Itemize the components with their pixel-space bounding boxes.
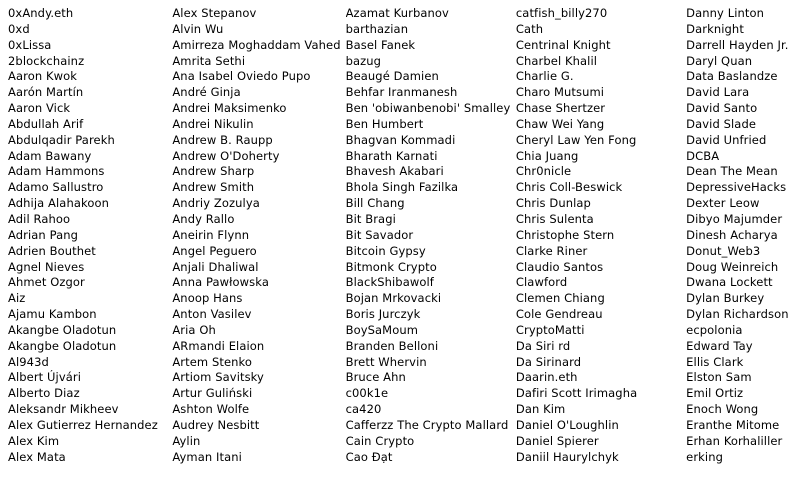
list-item: ca420 bbox=[345, 402, 382, 417]
list-item: Aria Oh bbox=[172, 322, 216, 337]
list-item: Anna Pawłowska bbox=[172, 275, 269, 290]
list-item: Bhagvan Kommadi bbox=[345, 132, 456, 147]
list-item: Aaron Vick bbox=[8, 101, 71, 116]
list-item: Abdullah Arif bbox=[8, 116, 84, 131]
list-item: Alex Kim bbox=[8, 433, 60, 448]
list-item: Branden Belloni bbox=[345, 338, 439, 353]
name-column bbox=[8, 6, 172, 465]
list-item: Adam Hammons bbox=[8, 164, 105, 179]
list-item: Abdulqadir Parekh bbox=[8, 132, 115, 147]
list-item: Donut_Web3 bbox=[686, 243, 761, 258]
list-item: Amirreza Moghaddam Vahed bbox=[172, 37, 341, 52]
name-column bbox=[516, 6, 686, 465]
list-item: Da Siri rd bbox=[515, 338, 571, 353]
list-item: Akangbe Oladotun bbox=[8, 338, 117, 353]
list-item: 0xd bbox=[8, 21, 30, 36]
list-item: Alex Stepanov bbox=[172, 6, 257, 20]
list-item: Eranthe Mitome bbox=[686, 417, 780, 432]
list-item: Daniil Haurylchyk bbox=[515, 449, 619, 464]
name-column bbox=[172, 6, 345, 465]
list-item: Artiom Savitsky bbox=[172, 370, 264, 385]
list-item: Bitmonk Crypto bbox=[345, 259, 437, 274]
list-item: 0xLissa bbox=[8, 37, 52, 52]
list-item: Dwana Lockett bbox=[686, 275, 773, 290]
list-item: Doug Weinreich bbox=[686, 259, 779, 274]
list-item: Chris Sulenta bbox=[515, 211, 594, 226]
list-item: Adil Rahoo bbox=[8, 211, 71, 226]
list-item: Darrell Hayden Jr. bbox=[686, 37, 789, 52]
list-item: Bill Chang bbox=[345, 196, 405, 211]
list-item: Azamat Kurbanov bbox=[345, 6, 449, 20]
list-item: Ana Isabel Oviedo Pupo bbox=[172, 69, 311, 84]
list-item: Daryl Quan bbox=[686, 53, 753, 68]
list-item: Cheryl Law Yen Fong bbox=[515, 132, 637, 147]
list-item: 2blockchainz bbox=[8, 53, 85, 68]
list-item: Da Sirinard bbox=[515, 354, 582, 369]
list-item: Ellis Clark bbox=[686, 354, 744, 369]
list-item: Audrey Nesbitt bbox=[172, 417, 260, 432]
list-item: Anjali Dhaliwal bbox=[172, 259, 259, 274]
list-item: Dan Kim bbox=[515, 402, 566, 417]
list-item: David Santo bbox=[686, 101, 758, 116]
list-item: Bhola Singh Fazilka bbox=[345, 180, 459, 195]
list-item: Akangbe Oladotun bbox=[8, 322, 117, 337]
list-item: Centrinal Knight bbox=[515, 37, 611, 52]
list-item: barthazian bbox=[345, 21, 409, 36]
list-item: Dylan Richardson bbox=[686, 307, 789, 322]
list-item: bazug bbox=[345, 53, 382, 68]
list-item: Ben 'obiwanbenobi' Smalley bbox=[345, 101, 511, 116]
list-item: Cath bbox=[515, 21, 544, 36]
list-item: Alex Mata bbox=[8, 449, 66, 464]
list-item: Daniel Spierer bbox=[515, 433, 599, 448]
list-item: Anoop Hans bbox=[172, 291, 243, 306]
list-item: DCBA bbox=[686, 148, 720, 163]
list-item: Aarón Martín bbox=[8, 85, 84, 100]
list-item: Emil Ortiz bbox=[686, 386, 744, 401]
list-item: Behfar Iranmanesh bbox=[345, 85, 458, 100]
list-item: Enoch Wong bbox=[686, 402, 759, 417]
list-item: Bit Savador bbox=[345, 227, 414, 242]
list-item: Cafferzz The Crypto Mallard bbox=[345, 417, 509, 432]
list-item: Boris Jurczyk bbox=[345, 307, 421, 322]
list-item: Claudio Santos bbox=[515, 259, 604, 274]
list-item: Danny Linton bbox=[686, 6, 765, 20]
list-item: Ahmet Ozgor bbox=[8, 275, 85, 290]
list-item: Bruce Ahn bbox=[345, 370, 406, 385]
list-item: Clarke Riner bbox=[515, 243, 588, 258]
list-item: Al943d bbox=[8, 354, 49, 369]
list-item: André Ginja bbox=[172, 85, 241, 100]
list-item: Data Baslandze bbox=[686, 69, 778, 84]
list-item: Cole Gendreau bbox=[515, 307, 603, 322]
list-item: Erhan Korhaliller bbox=[686, 433, 783, 448]
list-item: Chr0nicle bbox=[515, 164, 572, 179]
list-item: Adamo Sallustro bbox=[8, 180, 104, 195]
list-item: Basel Fanek bbox=[345, 37, 416, 52]
list-item: Bhavesh Akabari bbox=[345, 164, 444, 179]
list-item: BoySaMoum bbox=[345, 322, 419, 337]
list-item: Cain Crypto bbox=[345, 433, 415, 448]
list-item: catfish_billy270 bbox=[515, 6, 608, 20]
list-item: Edward Tay bbox=[686, 338, 753, 353]
list-item: c00k1e bbox=[345, 386, 389, 401]
list-item: Dean The Mean bbox=[686, 164, 778, 179]
list-item: Beaugé Damien bbox=[345, 69, 439, 84]
list-item: Dylan Burkey bbox=[686, 291, 765, 306]
list-item: Ayman Itani bbox=[172, 449, 242, 464]
name-column bbox=[346, 6, 516, 465]
list-item: Angel Peguero bbox=[172, 243, 257, 258]
list-item: Darknight bbox=[686, 21, 744, 36]
list-item: Adrian Pang bbox=[8, 227, 79, 242]
list-item: Bojan Mrkovacki bbox=[345, 291, 442, 306]
list-item: DepressiveHacks bbox=[686, 180, 787, 195]
list-item: Andy Rallo bbox=[172, 211, 235, 226]
name-column bbox=[686, 6, 800, 465]
list-item: Andrew Smith bbox=[172, 180, 255, 195]
list-item: Adam Bawany bbox=[8, 148, 92, 163]
list-item: Clemen Chiang bbox=[515, 291, 605, 306]
list-item: Alvin Wu bbox=[172, 21, 224, 36]
list-item: Charo Mutsumi bbox=[515, 85, 605, 100]
list-item: Andrew B. Raupp bbox=[172, 132, 273, 147]
list-item: Amrita Sethi bbox=[172, 53, 246, 68]
list-item: Dibyo Majumder bbox=[686, 211, 783, 226]
list-item: Artem Stenko bbox=[172, 354, 253, 369]
list-item: Brett Whervin bbox=[345, 354, 427, 369]
list-item: David Unfried bbox=[686, 132, 767, 147]
list-item: Daarin.eth bbox=[515, 370, 578, 385]
list-item: Andrew O'Doherty bbox=[172, 148, 280, 163]
list-item: 0xAndy.eth bbox=[8, 6, 74, 20]
list-item: Bit Bragi bbox=[345, 211, 396, 226]
list-item: Aneirin Flynn bbox=[172, 227, 250, 242]
list-item: BlackShibawolf bbox=[345, 275, 434, 290]
list-item: CryptoMatti bbox=[515, 322, 585, 337]
list-item: Andrei Nikulin bbox=[172, 116, 254, 131]
list-item: Dexter Leow bbox=[686, 196, 760, 211]
list-item: Bharath Karnati bbox=[345, 148, 438, 163]
list-item: Adhija Alahakoon bbox=[8, 196, 110, 211]
list-item: Ashton Wolfe bbox=[172, 402, 250, 417]
list-item: Adrien Bouthet bbox=[8, 243, 96, 258]
list-item: Elston Sam bbox=[686, 370, 752, 385]
list-item: Ajamu Kambon bbox=[8, 307, 97, 322]
list-item: Aleksandr Mikheev bbox=[8, 402, 119, 417]
list-item: Anton Vasilev bbox=[172, 307, 252, 322]
list-item: Andrew Sharp bbox=[172, 164, 255, 179]
list-item: David Slade bbox=[686, 116, 757, 131]
list-item: Ben Humbert bbox=[345, 116, 424, 131]
list-item: Charlie G. bbox=[515, 69, 574, 84]
list-item: Chase Shertzer bbox=[515, 101, 606, 116]
list-item: Albert Újvári bbox=[8, 370, 82, 385]
list-item: Dinesh Acharya bbox=[686, 227, 778, 242]
list-item: Clawford bbox=[515, 275, 568, 290]
list-item: Charbel Khalil bbox=[515, 53, 598, 68]
list-item: Aylin bbox=[172, 433, 201, 448]
list-item: Aiz bbox=[8, 291, 26, 306]
list-item: Dafiri Scott Irimagha bbox=[515, 386, 638, 401]
list-item: ARmandi Elaion bbox=[172, 338, 265, 353]
list-item: David Lara bbox=[686, 85, 750, 100]
list-item: Daniel O'Loughlin bbox=[515, 417, 619, 432]
list-item: Agnel Nieves bbox=[8, 259, 85, 274]
list-item: Andrei Maksimenko bbox=[172, 101, 287, 116]
list-item: Bitcoin Gypsy bbox=[345, 243, 426, 258]
list-item: ecpolonia bbox=[686, 322, 743, 337]
list-item: Chia Juang bbox=[515, 148, 579, 163]
list-item: Christophe Stern bbox=[515, 227, 615, 242]
list-item: Andriy Zozulya bbox=[172, 196, 260, 211]
list-item: Alex Gutierrez Hernandez bbox=[8, 417, 158, 432]
list-item: Cao Đạt bbox=[345, 449, 393, 464]
list-item: Artur Guliński bbox=[172, 386, 253, 401]
list-item: erking bbox=[686, 449, 724, 464]
list-item: Chaw Wei Yang bbox=[515, 116, 605, 131]
list-item: Chris Dunlap bbox=[515, 196, 591, 211]
list-item: Chris Coll-Beswick bbox=[515, 180, 623, 195]
list-item: Aaron Kwok bbox=[8, 69, 78, 84]
list-item: Alberto Diaz bbox=[8, 386, 80, 401]
